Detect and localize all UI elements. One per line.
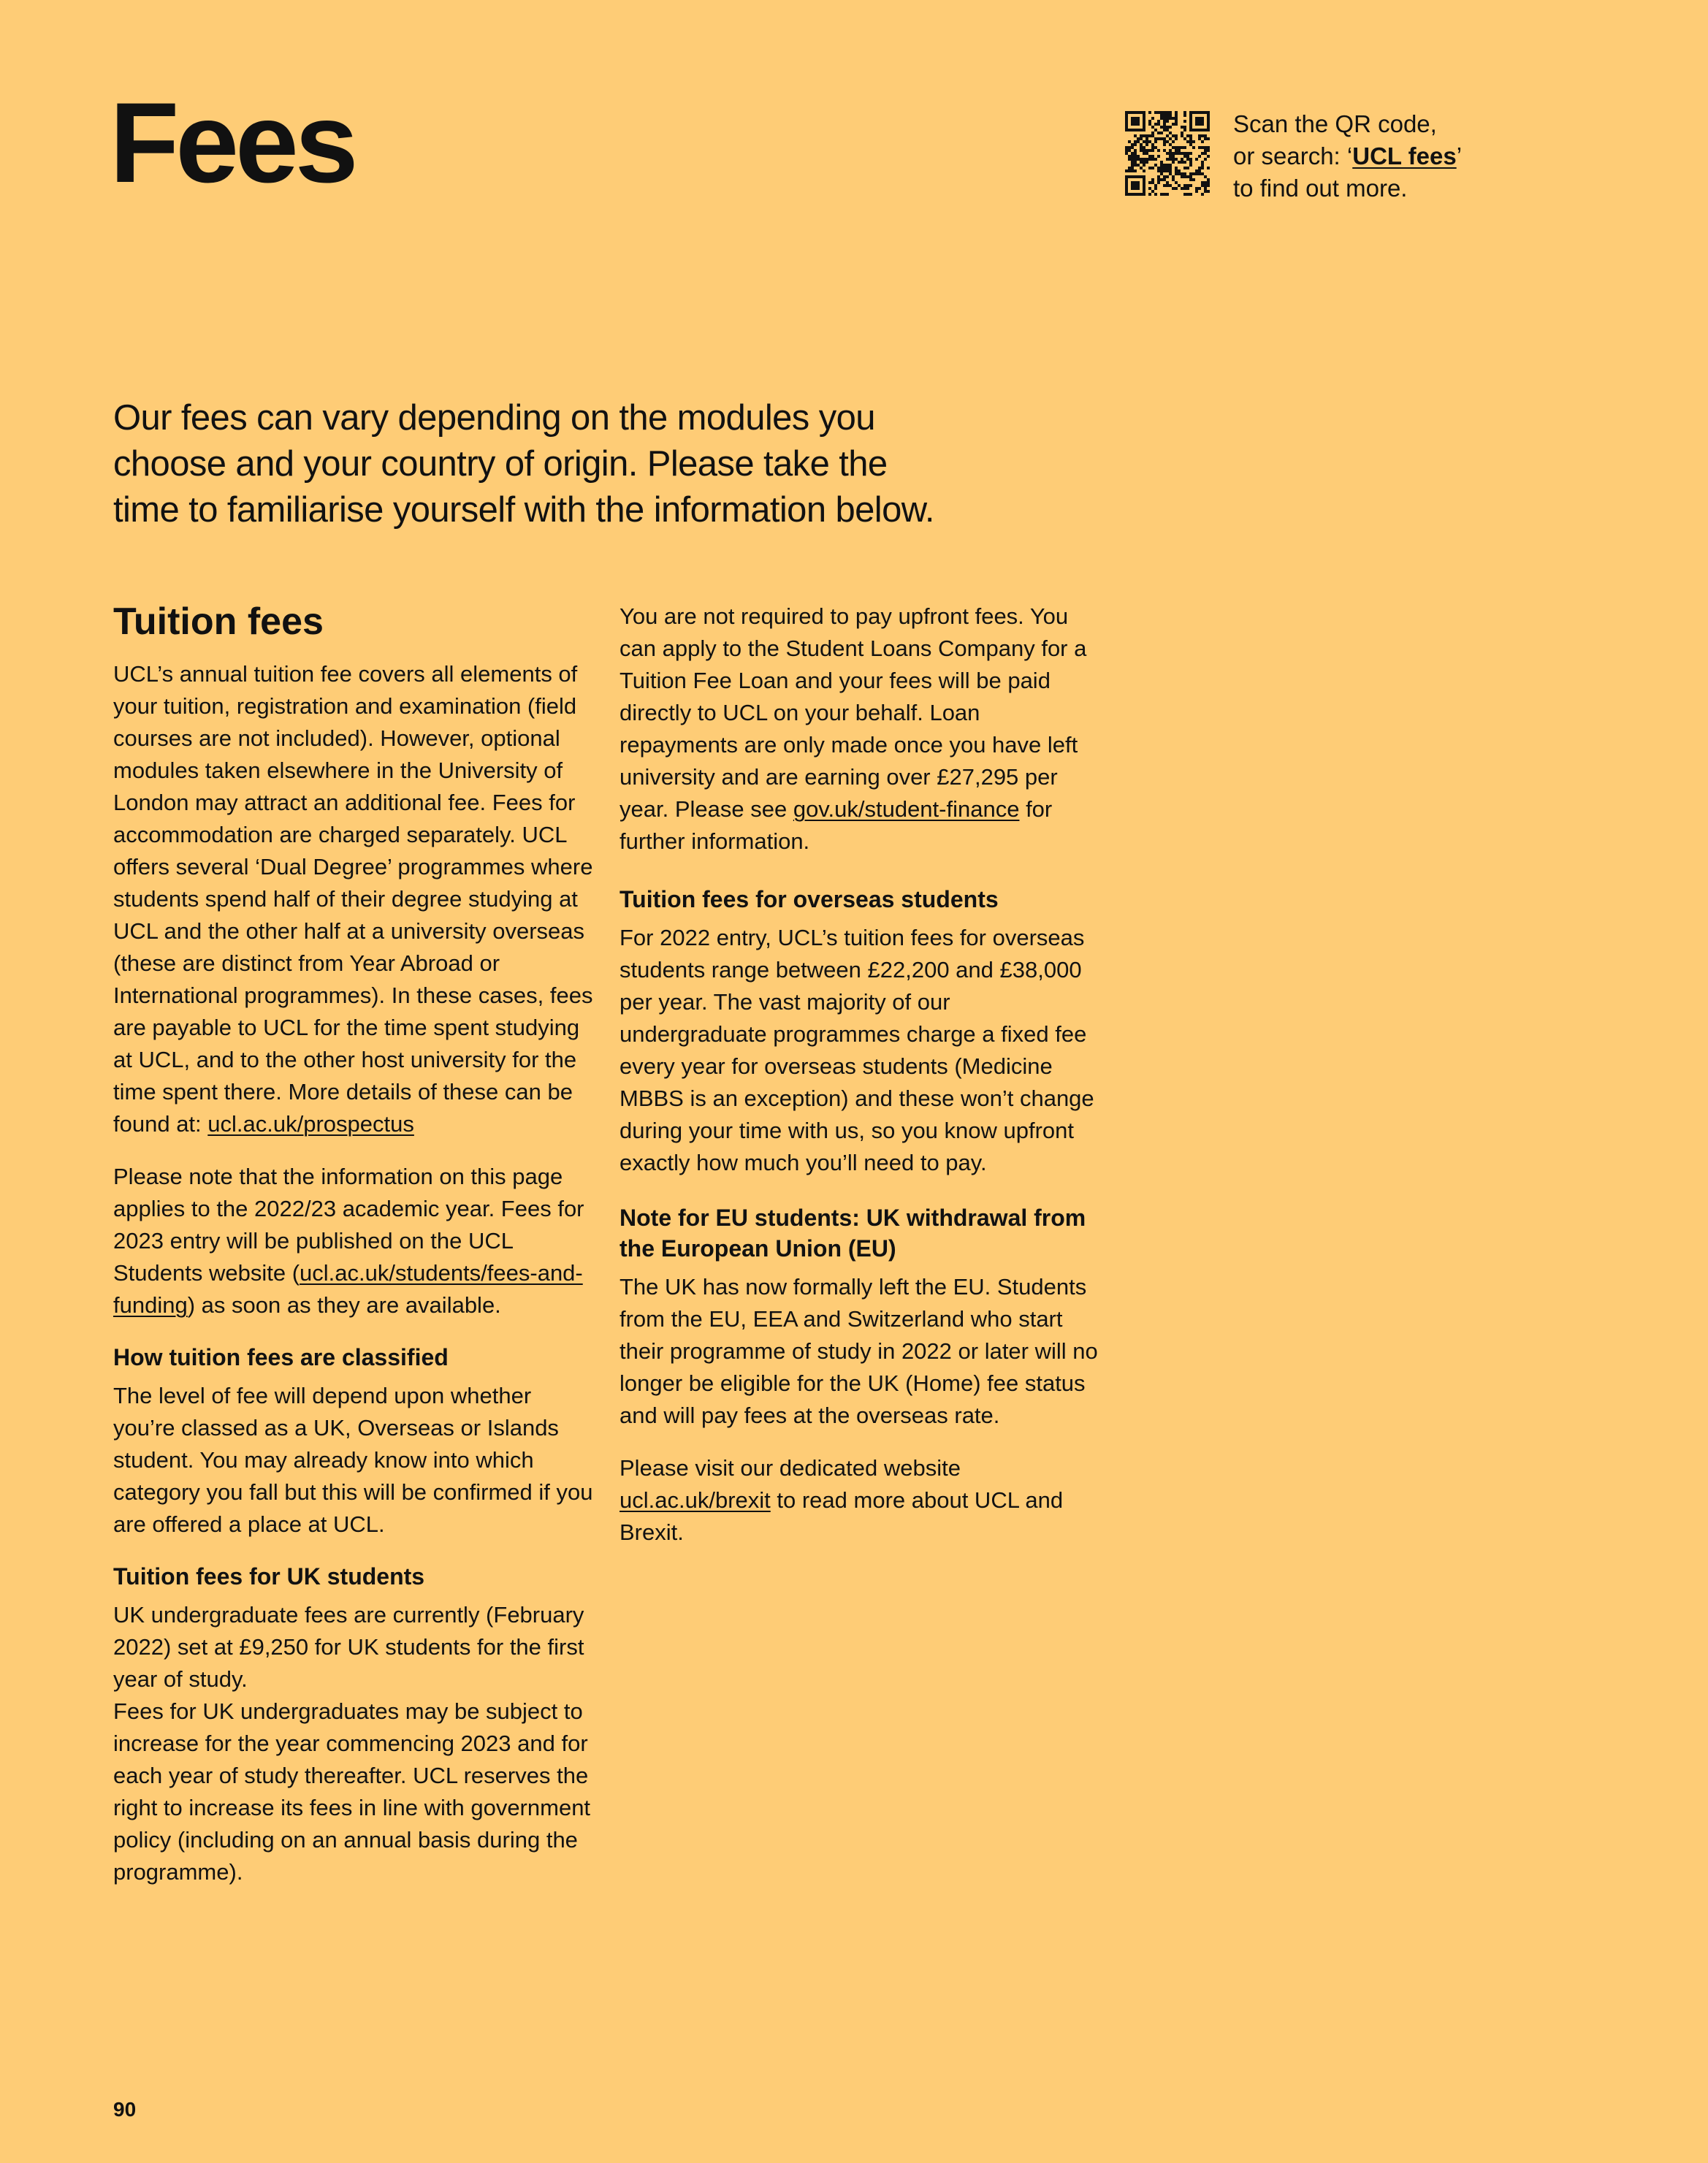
ucl-fees-link[interactable]: UCL fees	[1352, 142, 1457, 169]
eu-note-paragraph: The UK has now formally left the EU. Students from the EU, EEA and Switzerland who start their programme of study in 2022 or later will no longer be eligible for the UK (Home) fee status and will pay fees at the overseas rate.	[619, 1274, 1098, 1428]
overseas-fees-paragraph: For 2022 entry, UCL’s tuition fees for overseas students range between £22,200 and £38,000 per year. The vast majority of our undergraduate programmes charge a fixed fee every year for overseas students (Medicine MBBS is an exception) and these won’t change during your time with us, so you know upfront exactly how much you’ll need to pay.	[619, 925, 1094, 1175]
fees-and-funding-link[interactable]: ucl.ac.uk/students/fees-and-funding	[113, 1260, 583, 1318]
intro-line-2: choose and your country of origin. Please take the	[113, 444, 888, 484]
info-note-paragraph: Please note that the information on this page applies to the 2022/23 academic year. Fees for 2023 entry will be published on the UCL Students website (ucl.ac.uk/students/fees-and-funding) as soon as they are available.	[113, 1164, 584, 1318]
intro-paragraph	[113, 395, 1012, 533]
overseas-fees-heading: Tuition fees for overseas students	[619, 886, 999, 912]
classified-heading: How tuition fees are classified	[113, 1344, 449, 1370]
qr-line-2: or search: ‘UCL fees’	[1233, 142, 1463, 169]
qr-code-icon[interactable]	[1125, 111, 1210, 196]
qr-instructions	[1233, 108, 1540, 205]
left-column	[113, 597, 595, 1888]
intro-line-1: Our fees can vary depending on the modules you	[113, 398, 875, 438]
right-column	[619, 600, 1102, 1569]
uk-fees-text-a: UK undergraduate fees are currently (February 2022) set at £9,250 for UK students for the first year of study.	[113, 1602, 584, 1692]
student-finance-link[interactable]: gov.uk/student-finance	[793, 796, 1020, 822]
page-number: 90	[113, 2098, 137, 2121]
tuition-fees-paragraph: UCL’s annual tuition fee covers all elements of your tuition, registration and examination (field courses are not included). However, optional modules taken elsewhere in the University of London may attract an additional fee. Fees for accommodation are charged separately. UCL offers several ‘Dual Degree’ programmes where students spend half of their degree studying at UCL and the other half at a university overseas (these are distinct from Year Abroad or International programmes). In these cases, fees are payable to UCL for the time spent studying at UCL, and to the other host university for the time spent there. More details of these can be found at: ucl.ac.uk/prospectus	[113, 661, 593, 1137]
page-title: Fees	[110, 80, 355, 207]
tuition-fees-heading: Tuition fees	[113, 600, 324, 643]
uk-fees-paragraph	[113, 1599, 595, 1888]
uk-fees-heading: Tuition fees for UK students	[113, 1563, 425, 1590]
qr-line-1: Scan the QR code,	[1233, 110, 1437, 137]
prospectus-link[interactable]: ucl.ac.uk/prospectus	[207, 1111, 414, 1137]
eu-note-heading: Note for EU students: UK withdrawal from the European Union (EU)	[619, 1205, 1086, 1262]
intro-line-3: time to familiarise yourself with the information below.	[113, 490, 934, 530]
uk-fees-text-b: Fees for UK undergraduates may be subject to increase for the year commencing 2023 and for each year of study thereafter. UCL reserves the right to increase its fees in line with government policy (including on an annual basis during the programme).	[113, 1698, 591, 1885]
brexit-link[interactable]: ucl.ac.uk/brexit	[619, 1487, 771, 1513]
student-loans-paragraph: You are not required to pay upfront fees. You can apply to the Student Loans Company for a Tuition Fee Loan and your fees will be paid directly to UCL on your behalf. Loan repayments are only made once you have left university and are earning over £27,295 per year. Please see gov.uk/student-finance for further information.	[619, 603, 1087, 854]
qr-line-3: to find out more.	[1233, 175, 1408, 202]
classified-paragraph: The level of fee will depend upon whether you’re classed as a UK, Overseas or Islands student. You may already know into which category you fall but this will be confirmed if you are offered a place at UCL.	[113, 1383, 593, 1537]
brexit-paragraph: Please visit our dedicated website ucl.ac.uk/brexit to read more about UCL and Brexit.	[619, 1455, 1064, 1545]
